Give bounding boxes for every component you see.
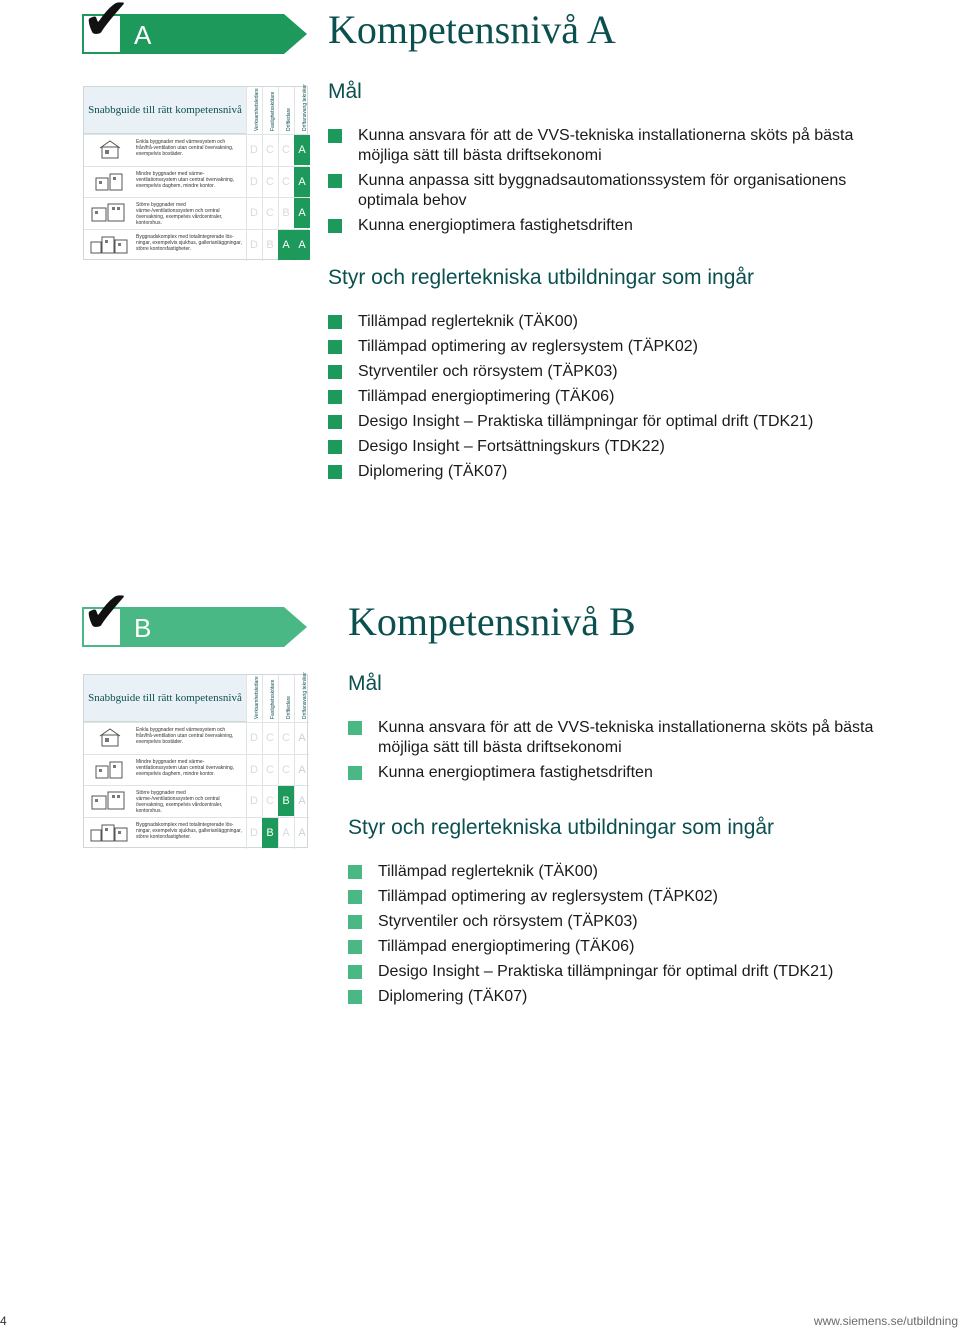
guide-level-cell: B (266, 238, 274, 251)
guide-row-text: Enkla byggnader med värmesystem och från/frå-ventilation utan central övervakning, exempelvis bostäder. (136, 727, 234, 745)
guide-level-cell: C (282, 175, 290, 188)
guide-column-label: Driftledare (286, 107, 292, 131)
list-item (328, 462, 898, 482)
list-item-text: Styrventiler och rörsystem (TÄPK03) (378, 913, 638, 930)
square-bullet-icon (328, 465, 342, 479)
list-item-text: Desigo Insight – Fortsättningskurs (TDK22) (358, 438, 665, 455)
guide-level-cell: A (294, 198, 310, 228)
guide-row-text: Mindre byggnader med värme- ventilationssystem utan central övervakning, exempelvis daghem, mindre kontor. (136, 758, 235, 777)
guide-level-cell: D (250, 175, 258, 188)
small-buildings-icon (90, 172, 128, 192)
guide-column-label: Fastighetsskötare (270, 679, 276, 719)
list-item (328, 337, 898, 357)
guide-row (84, 754, 309, 785)
list-item (328, 362, 898, 382)
guide-row (84, 229, 309, 260)
guide-level-cell: A (298, 763, 306, 776)
guide-level-cell: A (298, 795, 306, 807)
guide-level-cell: C (266, 175, 274, 188)
square-bullet-icon (348, 766, 362, 780)
guide-level-cell: A (278, 230, 294, 260)
guide-column-header (278, 675, 294, 722)
square-bullet-icon (328, 390, 342, 404)
guide-level-cell: A (282, 826, 290, 839)
list-item (328, 412, 898, 432)
guide-column-header (294, 84, 310, 134)
guide-level-cell: C (266, 795, 274, 807)
guide-level-cell: D (250, 144, 258, 156)
courses-list (348, 862, 918, 1012)
list-item (348, 937, 918, 957)
list-item-text: Kunna anpassa sitt byggnadsautomationssystem för organisationens optimala behov (358, 172, 847, 209)
footer-url[interactable]: www.siemens.se/utbildning (813, 1314, 958, 1328)
square-bullet-icon (328, 315, 342, 329)
badge-letter: A (134, 20, 152, 50)
guide-row-text: Byggnadskomplex med totalintegrerade lös- ningar, exempelvis sjukhus, gallerianläggningar, större kontorsfastigheter. (136, 821, 242, 840)
list-item-text: Tillämpad energioptimering (TÄK06) (378, 938, 635, 955)
guide-level-cell: C (282, 144, 290, 156)
guide-row-text: Mindre byggnader med värme- ventilationssystem utan central övervakning, exempelvis daghem, mindre kontor. (136, 170, 235, 189)
list-item (348, 987, 918, 1007)
guide-level-cell: D (250, 763, 258, 776)
list-item (348, 962, 918, 982)
list-item-text: Diplomering (TÄK07) (378, 988, 528, 1005)
guide-row-text: Byggnadskomplex med totalintegrerade lös- ningar, exempelvis sjukhus, gallerianläggningar, större kontorsfastigheter. (136, 233, 242, 252)
guide-level-cell: C (282, 763, 290, 776)
guide-level-cell: B (262, 818, 278, 848)
page-number: 4 (0, 1314, 7, 1328)
square-bullet-icon (348, 965, 362, 979)
guide-row-text: Större byggnader med värme-/ventilationssystem och central övervakning, exempelvis vårdcentraler, kontorshus. (136, 790, 223, 814)
list-item (348, 912, 918, 932)
courses-heading: Styr och reglertekniska utbildningar som ingår (328, 266, 755, 289)
square-bullet-icon (348, 890, 362, 904)
square-bullet-icon (328, 174, 342, 188)
guide-column-header (262, 675, 278, 722)
guide-row (84, 785, 309, 816)
square-bullet-icon (348, 721, 362, 735)
list-item-text: Tillämpad optimering av reglersystem (TÄPK02) (378, 888, 718, 905)
guide-column-label: Verksamhetsledare (254, 676, 260, 719)
guide-level-cell: D (250, 238, 258, 251)
list-item (328, 171, 898, 211)
guide-title: Snabbguide till rätt kompetensnivå (84, 675, 246, 722)
guide-column-header (246, 675, 262, 722)
guide-level-cell: A (294, 230, 310, 260)
guide-level-cell: D (250, 207, 258, 219)
list-item (348, 862, 918, 882)
guide-level-cell: C (266, 763, 274, 776)
guide-level-cell: B (278, 786, 294, 816)
guide-level-cell: A (298, 826, 306, 839)
guide-level-cell: B (282, 207, 290, 219)
list-item-text: Tillämpad energioptimering (TÄK06) (358, 388, 615, 405)
building-complex-icon (90, 823, 128, 843)
guide-row (84, 166, 309, 197)
list-item (348, 763, 918, 783)
list-item (348, 887, 918, 907)
guide-level-cell: D (250, 795, 258, 807)
guide-row (84, 134, 309, 165)
list-item-text: Styrventiler och rörsystem (TÄPK03) (358, 363, 618, 380)
building-complex-icon (90, 235, 128, 255)
square-bullet-icon (348, 940, 362, 954)
guide-level-cell: D (250, 826, 258, 839)
list-item (348, 718, 918, 758)
guide-column-header (262, 87, 278, 134)
checkmark-icon: ✔ (82, 0, 131, 53)
list-item-text: Diplomering (TÄK07) (358, 463, 508, 480)
guide-level-cell: C (266, 144, 274, 156)
guide-column-header (246, 87, 262, 134)
list-item (328, 216, 898, 236)
guide-column-label: Driftledare (286, 695, 292, 719)
large-buildings-icon (90, 791, 128, 811)
guide-level-cell: C (266, 732, 274, 744)
list-item (328, 437, 898, 457)
goals-heading: Mål (348, 672, 382, 695)
list-item-text: Kunna energioptimera fastighetsdriften (378, 764, 653, 781)
guide-level-cell: A (294, 167, 310, 197)
guide-title: Snabbguide till rätt kompetensnivå (84, 87, 246, 134)
square-bullet-icon (348, 865, 362, 879)
guide-column-label: Fastighetsskötare (270, 91, 276, 131)
list-item-text: Kunna ansvara för att de VVS-tekniska installationerna sköts på bästa möjliga sätt till bästa driftsekonomi (358, 127, 854, 164)
courses-list (328, 312, 898, 487)
small-house-icon (90, 728, 128, 748)
list-item (328, 312, 898, 332)
square-bullet-icon (328, 219, 342, 233)
guide-level-cell: D (250, 732, 258, 744)
square-bullet-icon (328, 440, 342, 454)
list-item-text: Tillämpad reglerteknik (TÄK00) (358, 313, 578, 330)
goals-list (328, 126, 898, 241)
guide-row (84, 197, 309, 228)
quick-guide-card (83, 86, 308, 260)
small-buildings-icon (90, 760, 128, 780)
guide-column-label: Driftansvarig tekniker (302, 672, 308, 719)
guide-column-header (278, 87, 294, 134)
guide-level-cell: C (282, 732, 290, 744)
guide-column-label: Driftansvarig tekniker (302, 84, 308, 131)
guide-row-text: Enkla byggnader med värmesystem och från/frå-ventilation utan central övervakning, exempelvis bostäder. (136, 139, 234, 157)
badge-letter: B (134, 613, 152, 643)
guide-row-text: Större byggnader med värme-/ventilationssystem och central övervakning, exempelvis vårdcentraler, kontorshus. (136, 202, 223, 226)
square-bullet-icon (328, 129, 342, 143)
list-item-text: Tillämpad optimering av reglersystem (TÄPK02) (358, 338, 698, 355)
list-item (328, 126, 898, 166)
list-item-text: Kunna ansvara för att de VVS-tekniska installationerna sköts på bästa möjliga sätt till bästa driftsekonomi (378, 719, 874, 756)
list-item-text: Desigo Insight – Praktiska tillämpningar för optimal drift (TDK21) (358, 413, 814, 430)
large-buildings-icon (90, 203, 128, 223)
page-title: Kompetensnivå B (348, 599, 636, 644)
guide-level-cell: A (298, 732, 306, 744)
guide-column-header (294, 672, 310, 722)
list-item-text: Desigo Insight – Praktiska tillämpningar för optimal drift (TDK21) (378, 963, 834, 980)
square-bullet-icon (328, 415, 342, 429)
list-item (328, 387, 898, 407)
page-title: Kompetensnivå A (328, 7, 616, 52)
square-bullet-icon (348, 915, 362, 929)
list-item-text: Kunna energioptimera fastighetsdriften (358, 217, 633, 234)
checkmark-icon: ✔ (82, 578, 131, 646)
list-item-text: Tillämpad reglerteknik (TÄK00) (378, 863, 598, 880)
goals-heading: Mål (328, 80, 362, 103)
square-bullet-icon (328, 365, 342, 379)
guide-level-cell: A (294, 135, 310, 165)
square-bullet-icon (348, 990, 362, 1004)
guide-column-label: Verksamhetsledare (254, 88, 260, 131)
guide-row (84, 817, 309, 848)
guide-level-cell: C (266, 207, 274, 219)
square-bullet-icon (328, 340, 342, 354)
goals-list (348, 718, 918, 788)
courses-heading: Styr och reglertekniska utbildningar som ingår (348, 816, 775, 839)
small-house-icon (90, 140, 128, 160)
quick-guide-card (83, 674, 308, 848)
guide-row (84, 722, 309, 753)
